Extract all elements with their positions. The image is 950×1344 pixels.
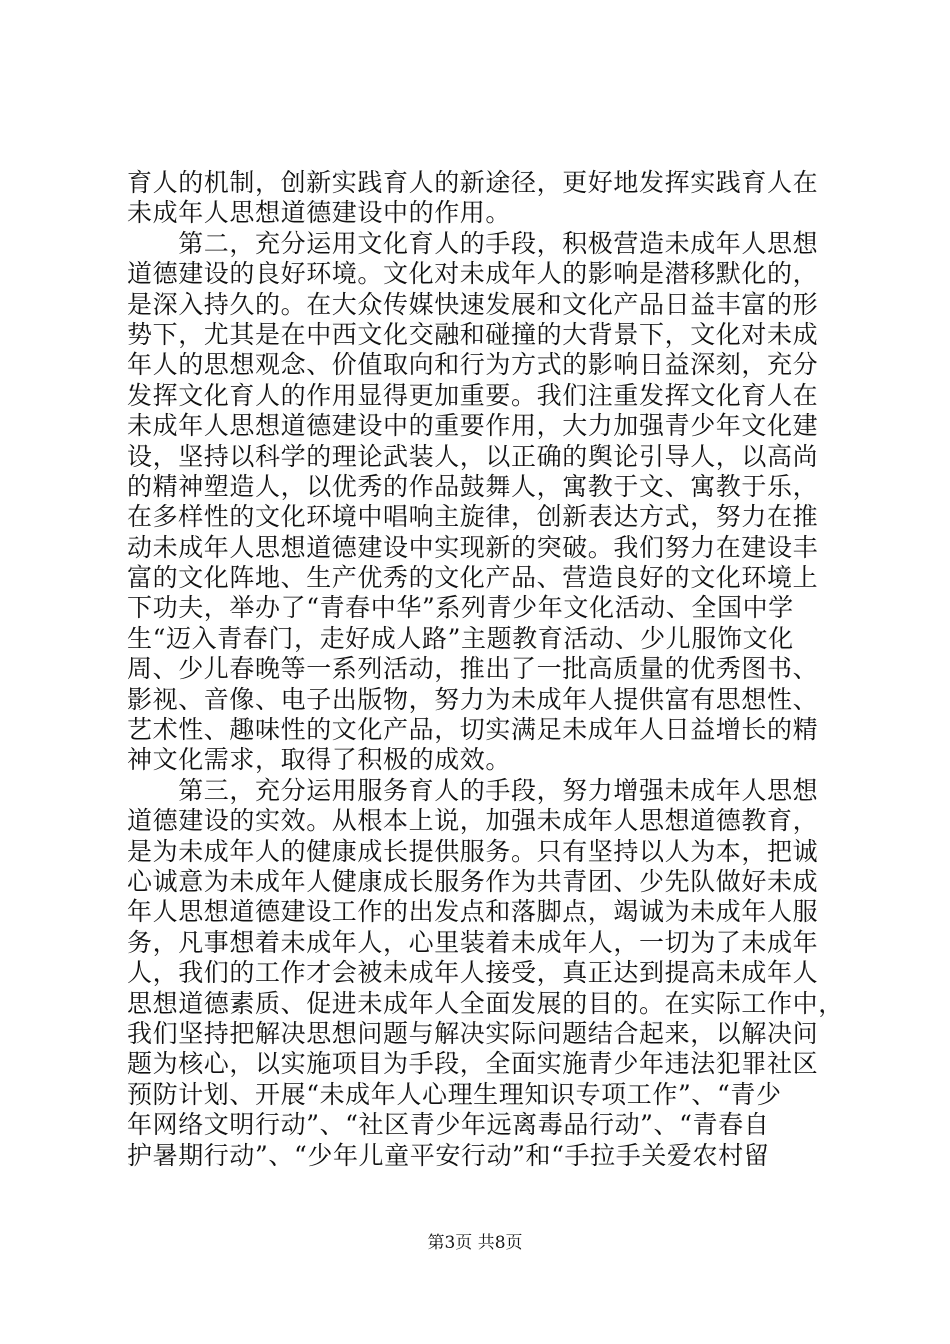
text-line: 预防计划、开展“未成年人心理生理知识专项工作”、“青少 <box>127 1079 782 1109</box>
text-line: 设，坚持以科学的理论武装人，以正确的舆论引导人，以高尚 <box>127 441 819 471</box>
page-number-footer: 第3页 共8页 <box>427 1233 523 1253</box>
text-line: 是为未成年人的健康成长提供服务。只有坚持以人为本，把诚 <box>127 836 819 866</box>
text-line: 未成年人思想道德建设中的作用。 <box>127 198 512 228</box>
text-line: 发挥文化育人的作用显得更加重要。我们注重发挥文化育人在 <box>127 380 819 410</box>
text-line: 影视、音像、电子出版物，努力为未成年人提供富有思想性、 <box>127 684 819 714</box>
text-line: 在多样性的文化环境中唱响主旋律，创新表达方式，努力在推 <box>127 502 819 532</box>
text-line: 第二，充分运用文化育人的手段，积极营造未成年人思想 <box>127 228 819 258</box>
text-line: 年人的思想观念、价值取向和行为方式的影响日益深刻，充分 <box>127 350 819 380</box>
text-line: 生“迈入青春门，走好成人路”主题教育活动、少儿服饰文化 <box>127 623 794 653</box>
text-line: 势下，尤其是在中西文化交融和碰撞的大背景下，文化对未成 <box>127 319 819 349</box>
text-line: 护暑期行动”、“少年儿童平安行动”和“手拉手关爱农村留 <box>127 1140 770 1170</box>
text-line: 动未成年人思想道德建设中实现新的突破。我们努力在建设丰 <box>127 532 819 562</box>
text-line: 神文化需求，取得了积极的成效。 <box>127 745 512 775</box>
text-line: 年人思想道德建设工作的出发点和落脚点，竭诚为未成年人服 <box>127 897 819 927</box>
text-line: 富的文化阵地、生产优秀的文化产品、营造良好的文化环境上 <box>127 563 819 593</box>
text-line: 未成年人思想道德建设中的重要作用，大力加强青少年文化建 <box>127 411 819 441</box>
text-line: 第三，充分运用服务育人的手段，努力增强未成年人思想 <box>127 775 819 805</box>
document-body <box>127 168 844 1171</box>
text-line: 思想道德素质、促进未成年人全面发展的目的。在实际工作中， <box>127 988 844 1018</box>
text-line: 艺术性、趣味性的文化产品，切实满足未成年人日益增长的精 <box>127 715 819 745</box>
text-line: 我们坚持把解决思想问题与解决实际问题结合起来，以解决问 <box>127 1018 819 1048</box>
text-line: 道德建设的实效。从根本上说，加强未成年人思想道德教育， <box>127 806 819 836</box>
text-line: 务，凡事想着未成年人，心里装着未成年人，一切为了未成年 <box>127 927 819 957</box>
text-line: 道德建设的良好环境。文化对未成年人的影响是潜移默化的， <box>127 259 819 289</box>
text-line: 周、少儿春晚等一系列活动，推出了一批高质量的优秀图书、 <box>127 654 819 684</box>
text-line: 是深入持久的。在大众传媒快速发展和文化产品日益丰富的形 <box>127 289 819 319</box>
text-line: 人，我们的工作才会被未成年人接受，真正达到提高未成年人 <box>127 958 819 988</box>
text-line: 的精神塑造人，以优秀的作品鼓舞人，寓教于文、寓教于乐， <box>127 471 819 501</box>
text-line: 下功夫，举办了“青春中华”系列青少年文化活动、全国中学 <box>127 593 794 623</box>
text-line: 年网络文明行动”、“社区青少年远离毒品行动”、“青春自 <box>127 1110 770 1140</box>
text-line: 心诚意为未成年人健康成长服务作为共青团、少先队做好未成 <box>127 866 819 896</box>
text-line: 育人的机制，创新实践育人的新途径，更好地发挥实践育人在 <box>127 168 819 197</box>
text-line: 题为核心，以实施项目为手段，全面实施青少年违法犯罪社区 <box>127 1049 819 1079</box>
